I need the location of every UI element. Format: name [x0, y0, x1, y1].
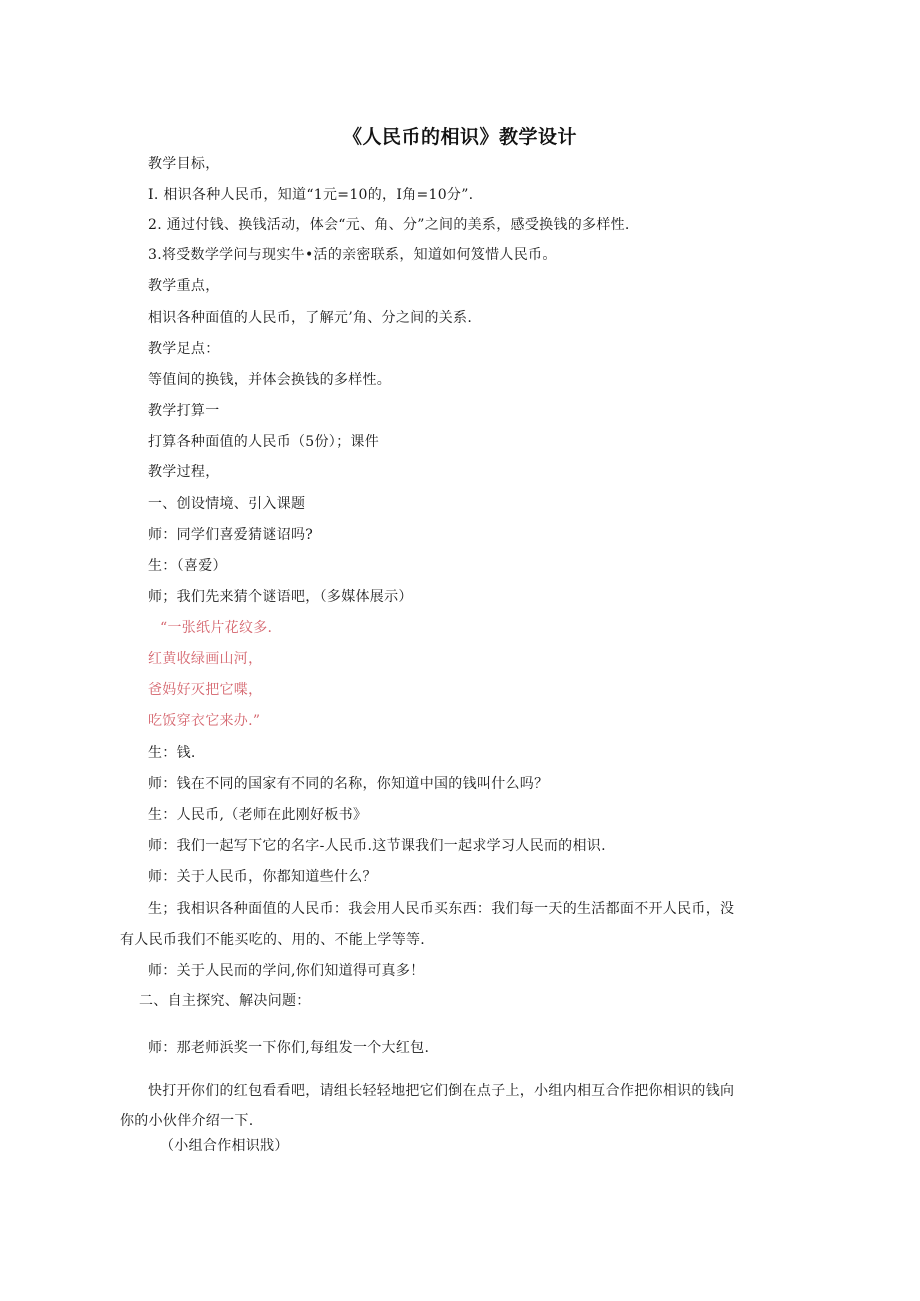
section-heading-objectives: 教学目标，: [148, 156, 220, 172]
dialogue-line: 生：钱.: [148, 745, 196, 761]
section-heading-difficulty: 教学足点：: [148, 341, 220, 357]
dialogue-line: 师；我们先来猜个谜语吧，（多媒体展示）: [148, 589, 413, 605]
section-heading-preparation: 教学打算一: [148, 403, 220, 419]
dialogue-line: 师：钱在不同的国家有不同的名称，你知道中国的钱叫什么吗？: [148, 776, 549, 792]
objective-3: 3.将受数学学问与现实牛•活的亲密联系，知道如何笈惜人民币。: [148, 247, 557, 263]
document-title: 《人民币的相识》教学设计: [342, 126, 577, 148]
dialogue-line: 师：那老师浜奖一下你们,每组发一个大红包.: [148, 1040, 430, 1056]
riddle-line: 红黄收绿画山河，: [148, 651, 263, 667]
objective-1: I. 相识各种人民币，知道“1元=10的，I角=10分”.: [148, 187, 474, 203]
dialogue-line: 师：关于人民而的学问,你们知道得可真多！: [148, 963, 425, 979]
dialogue-line: 生：人民币,（老师在此刚好板书》: [148, 807, 368, 823]
activity-note: （小组合作相识戕）: [160, 1138, 289, 1154]
dialogue-line: 师：同学们喜爱猜谜诏吗?: [148, 527, 314, 543]
dialogue-line: 师：关于人民币，你都知道些什么？: [148, 869, 377, 885]
paragraph-line-continued: 你的小伙伴介绍一下.: [120, 1113, 254, 1129]
riddle-line: 吃饭穿衣它来办.”: [148, 713, 261, 729]
paragraph-line: 快打开你们的红包看看吧，请组长轻轻地把它们倒在点子上，小组内相互合作把你相识的钱向: [148, 1083, 735, 1099]
section-heading-process: 教学过程，: [148, 464, 220, 480]
dialogue-line: 生；我相识各种面值的人民币：我会用人民币买东西：我们每一天的生活都面不开人民币，没: [148, 901, 735, 917]
difficulty-text: 等值间的换钱，并体会换钱的多样性。: [148, 372, 392, 388]
objective-2: 2. 通过付钱、换钱活动，体会“元、角、分”之间的美系，感受换钱的多样性.: [148, 217, 630, 233]
dialogue-line: 师：我们一起写下它的名字-人民币.这节课我们一起求学习人民而的相识.: [148, 838, 606, 854]
riddle-line: “一张纸片花纹多.: [160, 620, 273, 636]
section-heading-key-points: 教学重点，: [148, 278, 220, 294]
process-step-1-heading: 一、创设情境、引入课题: [148, 496, 306, 512]
process-step-2-heading: 二、自主探究、解决问题：: [139, 993, 311, 1009]
dialogue-line-continued: 有人民币我们不能买吃的、用的、不能上学等等.: [120, 932, 426, 948]
key-point-text: 相识各种面值的人民币，了解元’角、分之间的关系.: [148, 310, 473, 326]
preparation-text: 打算各种面值的人民币（5份）；课件: [148, 434, 380, 450]
dialogue-line: 生：（喜爱）: [148, 558, 227, 574]
riddle-line: 爸妈好灭把它喋，: [148, 682, 263, 698]
